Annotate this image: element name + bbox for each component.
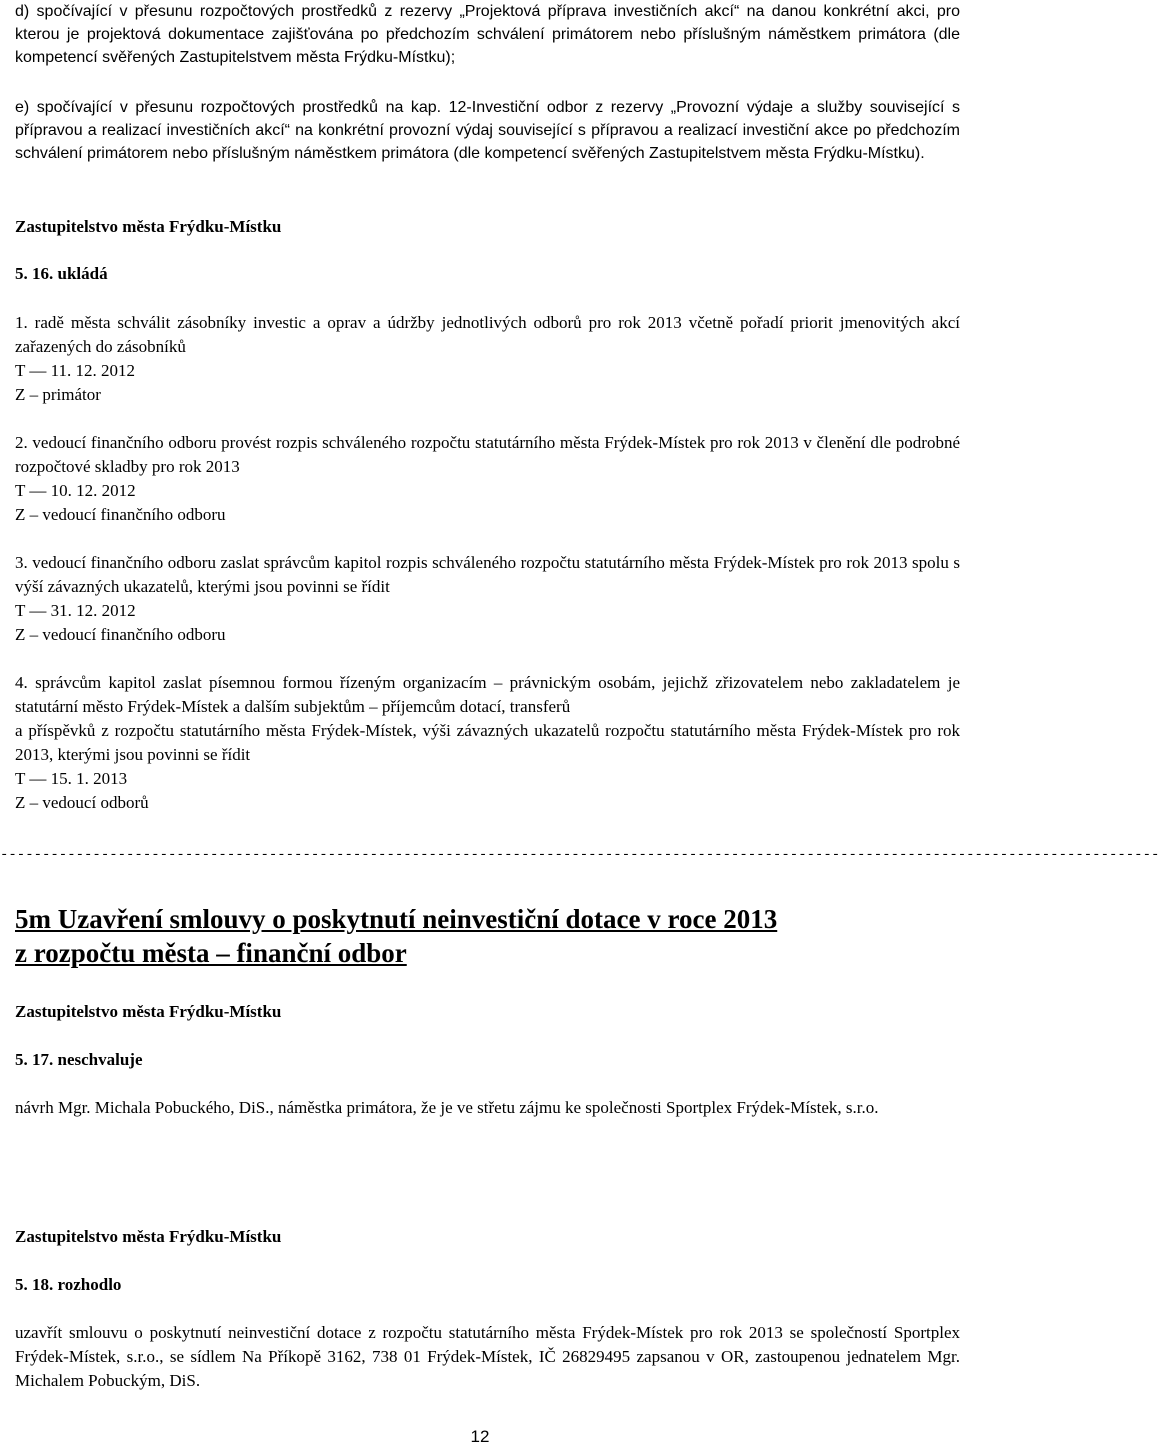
task-item	[15, 671, 960, 815]
task-term: T — 31. 12. 2012	[15, 601, 136, 620]
body-heading: Zastupitelstvo města Frýdku-Místku	[15, 1002, 282, 1021]
body-heading: Zastupitelstvo města Frýdku-Místku	[15, 1227, 282, 1246]
task-responsible: Z – vedoucí finančního odboru	[15, 625, 226, 644]
page-number: 12	[470, 1427, 490, 1446]
section-title-line: 5m Uzavření smlouvy o poskytnutí neinvestiční dotace v roce 2013	[15, 904, 778, 934]
task-text: 3. vedoucí finančního odboru zaslat správcům kapitol rozpis schváleného rozpočtu statutárního města Frýdek-Místek pro rok 2013 spolu s výší závazných ukazatelů, kterými jsou povinni se řídit	[15, 553, 960, 596]
paragraph-d: d) spočívající v přesunu rozpočtových prostředků z rezervy „Projektová příprava investičních akcí“ na danou konkrétní akci, pro kterou je projektová dokumentace zajišťována po předchozím schválení primátorem nebo příslušným náměstkem primátora (dle kompetencí svěřených Zastupitelstvem města Frýdku-Místku);	[15, 3, 960, 66]
section-title-line: z rozpočtu města – finanční odbor	[15, 938, 407, 968]
task-responsible: Z – primátor	[15, 385, 101, 404]
task-item	[15, 431, 960, 527]
task-responsible: Z – vedoucí finančního odboru	[15, 505, 226, 524]
resolution-number: 5. 18. rozhodlo	[15, 1275, 122, 1294]
body-heading: Zastupitelstvo města Frýdku-Místku	[15, 217, 282, 236]
decision-text: uzavřít smlouvu o poskytnutí neinvestiční dotace z rozpočtu statutárního města Frýdek-Místek pro rok 2013 se společností Sportplex Frýdek-Místek, s.r.o., se sídlem Na Příkopě 3162, 738 01 Frýdek-Místek, IČ 26829495 zapsanou v OR, zastoupenou jednatelem Mgr. Michalem Pobuckým, DiS.	[15, 1323, 960, 1390]
task-text: 1. radě města schválit zásobníky investic a oprav a údržby jednotlivých odborů pro rok 2013 včetně pořadí priorit jmenovitých akcí zařazených do zásobníků	[15, 313, 960, 356]
task-text: 4. správcům kapitol zaslat písemnou formou řízeným organizacím – právnickým osobám, jejichž zřizovatelem nebo zakladatelem je statutární město Frýdek-Místek a dalším subjektům – příjemcům dotací, transferů	[15, 673, 960, 716]
separator-line: ------------------------------------------------------------------------------------------------------------------------------------------	[0, 847, 1159, 863]
section-title	[15, 902, 955, 970]
task-item	[15, 551, 960, 647]
task-term: T — 11. 12. 2012	[15, 361, 135, 380]
resolution-number: 5. 16. ukládá	[15, 264, 108, 283]
task-responsible: Z – vedoucí odborů	[15, 793, 149, 812]
paragraph-e: e) spočívající v přesunu rozpočtových prostředků na kap. 12-Investiční odbor z rezervy „Provozní výdaje a služby související s přípravou a realizací investičních akcí“ na konkrétní provozní výdaj související s přípravou a realizací investiční akce po předchozím schválení primátorem nebo příslušným náměstkem primátora (dle kompetencí svěřených Zastupitelstvem města Frýdku-Místku).	[15, 99, 960, 162]
task-text-continued: a příspěvků z rozpočtu statutárního města Frýdek-Místek, výši závazných ukazatelů rozpočtu statutárního města Frýdek-Místek pro rok 2013, kterými jsou povinni se řídit	[15, 721, 960, 764]
proposal-text: návrh Mgr. Michala Pobuckého, DiS., náměstka primátora, že je ve střetu zájmu ke společnosti Sportplex Frýdek-Místek, s.r.o.	[15, 1098, 879, 1117]
task-term: T — 10. 12. 2012	[15, 481, 136, 500]
task-text: 2. vedoucí finančního odboru provést rozpis schváleného rozpočtu statutárního města Frýdek-Místek pro rok 2013 v členění dle podrobné rozpočtové skladby pro rok 2013	[15, 433, 960, 476]
task-item	[15, 311, 960, 407]
task-term: T — 15. 1. 2013	[15, 769, 128, 788]
resolution-number: 5. 17. neschvaluje	[15, 1050, 143, 1069]
